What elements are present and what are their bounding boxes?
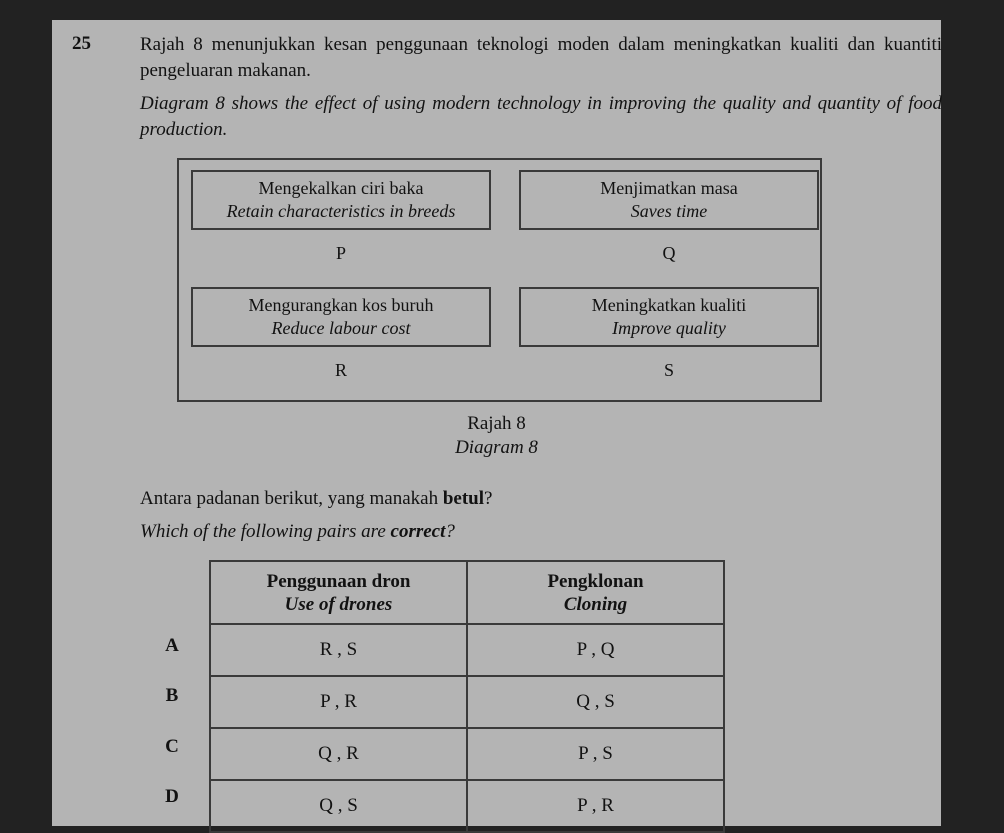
- diagram-row-bottom: [179, 287, 820, 395]
- option-label-d[interactable]: D: [165, 786, 179, 807]
- option-a-cloning[interactable]: P , Q: [467, 624, 724, 676]
- diagram-caption: [52, 412, 941, 460]
- diagram-label-p: P: [335, 243, 346, 263]
- table-row[interactable]: [210, 676, 724, 728]
- prompt-malay-emphasis: betul: [442, 488, 485, 509]
- column-header-drones-malay: Penggunaan dron: [266, 570, 411, 592]
- diagram-box-p-english: Retain characteristics in breeds: [226, 201, 456, 221]
- diagram-box-q: [519, 170, 819, 230]
- option-b-cloning[interactable]: Q , S: [467, 676, 724, 728]
- diagram-box-r: [191, 287, 491, 347]
- question-prompt-english: [140, 519, 900, 545]
- diagram-label-q: Q: [662, 243, 676, 263]
- column-header-cloning-english: Cloning: [563, 593, 628, 615]
- table-row[interactable]: [210, 780, 724, 832]
- diagram-box-r-english: Reduce labour cost: [271, 318, 411, 338]
- prompt-malay-after: ?: [484, 488, 493, 509]
- option-c-cloning[interactable]: P , S: [467, 728, 724, 780]
- column-header-drones-english: Use of drones: [284, 593, 393, 615]
- question-stem: [140, 32, 942, 143]
- option-label-c[interactable]: C: [165, 736, 179, 757]
- diagram-box-p: [191, 170, 491, 230]
- prompt-english-emphasis: correct: [390, 521, 446, 542]
- diagram-box-q-malay: Menjimatkan masa: [600, 178, 738, 198]
- diagram-box-s: [519, 287, 819, 347]
- question-prompt: [140, 486, 900, 545]
- diagram-item-q: [519, 170, 819, 278]
- diagram-frame: [177, 158, 822, 402]
- question-prompt-malay: [140, 486, 900, 512]
- diagram-box-q-english: Saves time: [630, 201, 708, 221]
- question-stem-malay: Rajah 8 menunjukkan kesan penggunaan teknologi moden dalam meningkatkan kualiti dan kuantiti pengeluaran makanan.: [140, 34, 942, 81]
- table-row[interactable]: [210, 728, 724, 780]
- prompt-english-after: ?: [445, 521, 455, 542]
- option-d-cloning[interactable]: P , R: [467, 780, 724, 832]
- exam-page: [52, 20, 941, 826]
- column-header-cloning: [467, 561, 724, 624]
- diagram-item-s: [519, 287, 819, 395]
- diagram-item-r: [191, 287, 491, 395]
- option-d-drones[interactable]: Q , S: [210, 780, 467, 832]
- option-a-drones[interactable]: R , S: [210, 624, 467, 676]
- diagram-row-top: [179, 170, 820, 278]
- prompt-english-before: Which of the following pairs are: [140, 521, 391, 542]
- diagram-box-r-malay: Mengurangkan kos buruh: [248, 295, 434, 315]
- diagram-box-p-malay: Mengekalkan ciri baka: [258, 178, 424, 198]
- column-header-cloning-malay: Pengklonan: [547, 570, 644, 592]
- table-row[interactable]: [210, 624, 724, 676]
- diagram-item-p: [191, 170, 491, 278]
- diagram-box-s-malay: Meningkatkan kualiti: [591, 295, 747, 315]
- diagram-caption-english: Diagram 8: [455, 437, 538, 458]
- prompt-malay-before: Antara padanan berikut, yang manakah: [140, 488, 443, 509]
- option-label-a[interactable]: A: [165, 635, 179, 656]
- options-table-header-row: [210, 561, 724, 624]
- column-header-use-of-drones: [210, 561, 467, 624]
- option-c-drones[interactable]: Q , R: [210, 728, 467, 780]
- diagram-label-r: R: [334, 360, 347, 380]
- diagram-box-s-english: Improve quality: [612, 318, 726, 338]
- option-label-b[interactable]: B: [165, 685, 179, 706]
- diagram-caption-malay: Rajah 8: [467, 413, 526, 434]
- diagram-label-s: S: [663, 360, 674, 380]
- options-table: [209, 560, 725, 833]
- option-b-drones[interactable]: P , R: [210, 676, 467, 728]
- question-number: 25: [72, 33, 91, 54]
- question-stem-english: Diagram 8 shows the effect of using modern technology in improving the quality and quantity of food production.: [140, 93, 942, 140]
